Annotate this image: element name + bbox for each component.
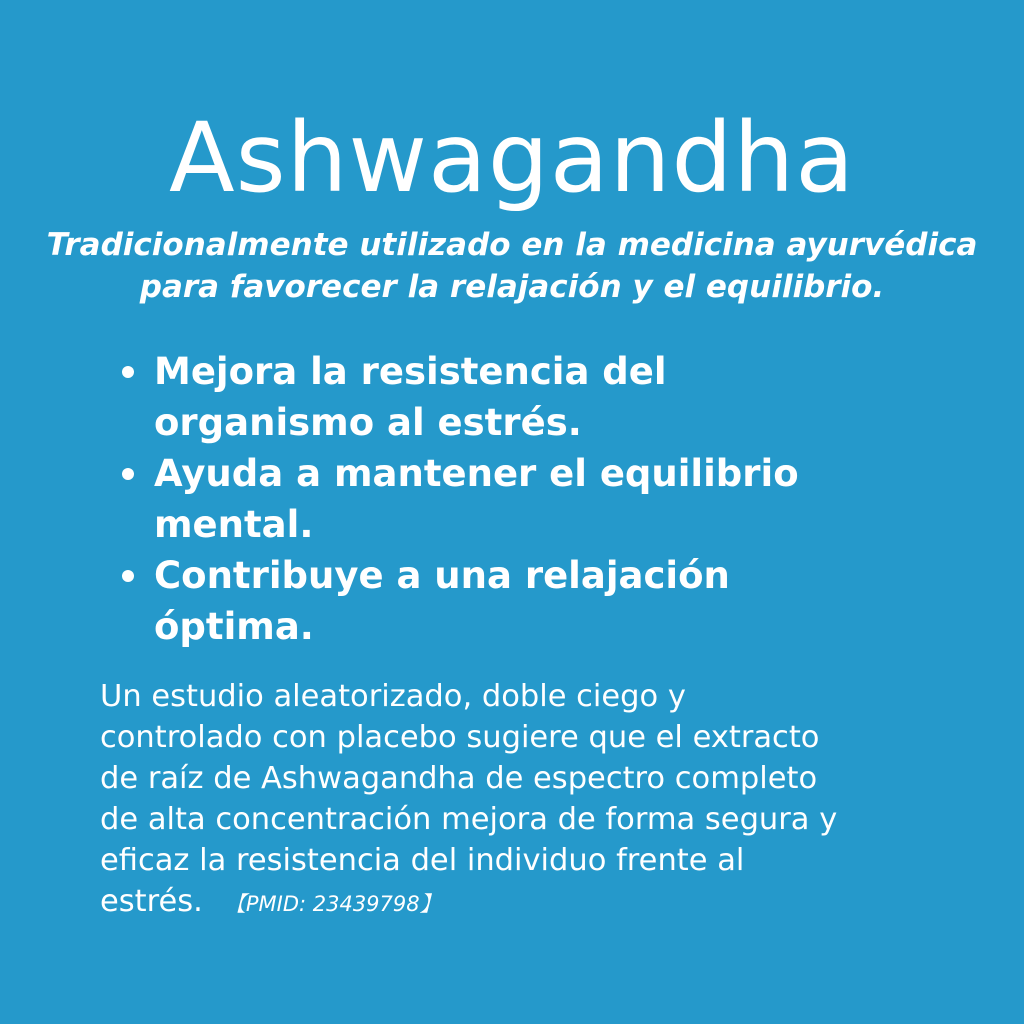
bullet-icon [122, 366, 134, 378]
subtitle-line: para favorecer la relajación y el equilibrio. [139, 269, 885, 305]
benefit-line: Ayuda a mantener el equilibrio [154, 452, 799, 495]
benefit-line: mental. [154, 503, 314, 546]
study-line: de raíz de Ashwagandha de espectro completo [100, 761, 818, 796]
subtitle-line: Tradicionalmente utilizado en la medicina ayurvédica [46, 227, 978, 263]
study-line: eficaz la resistencia del individuo frente al [100, 843, 745, 878]
benefit-line: Contribuye a una relajación [154, 554, 730, 597]
pmid-reference: 【PMID: 23439798】 [224, 892, 441, 916]
list-item [116, 346, 936, 448]
study-last-line [100, 881, 980, 925]
benefit-line: Mejora la resistencia del [154, 350, 667, 393]
list-item [116, 550, 936, 652]
study-line: Un estudio aleatorizado, doble ciego y [100, 679, 686, 714]
study-line: estrés. [100, 884, 203, 919]
benefit-line: óptima. [154, 605, 314, 648]
list-item [116, 448, 936, 550]
page-title: Ashwagandha [168, 102, 856, 214]
benefits-list [116, 346, 936, 652]
study-paragraph [100, 676, 980, 925]
bullet-icon [122, 570, 134, 582]
benefit-line: organismo al estrés. [154, 401, 582, 444]
bullet-icon [122, 468, 134, 480]
study-line: de alta concentración mejora de forma segura y [100, 802, 838, 837]
study-line: controlado con placebo sugiere que el extracto [100, 720, 820, 755]
subtitle [10, 224, 1014, 308]
